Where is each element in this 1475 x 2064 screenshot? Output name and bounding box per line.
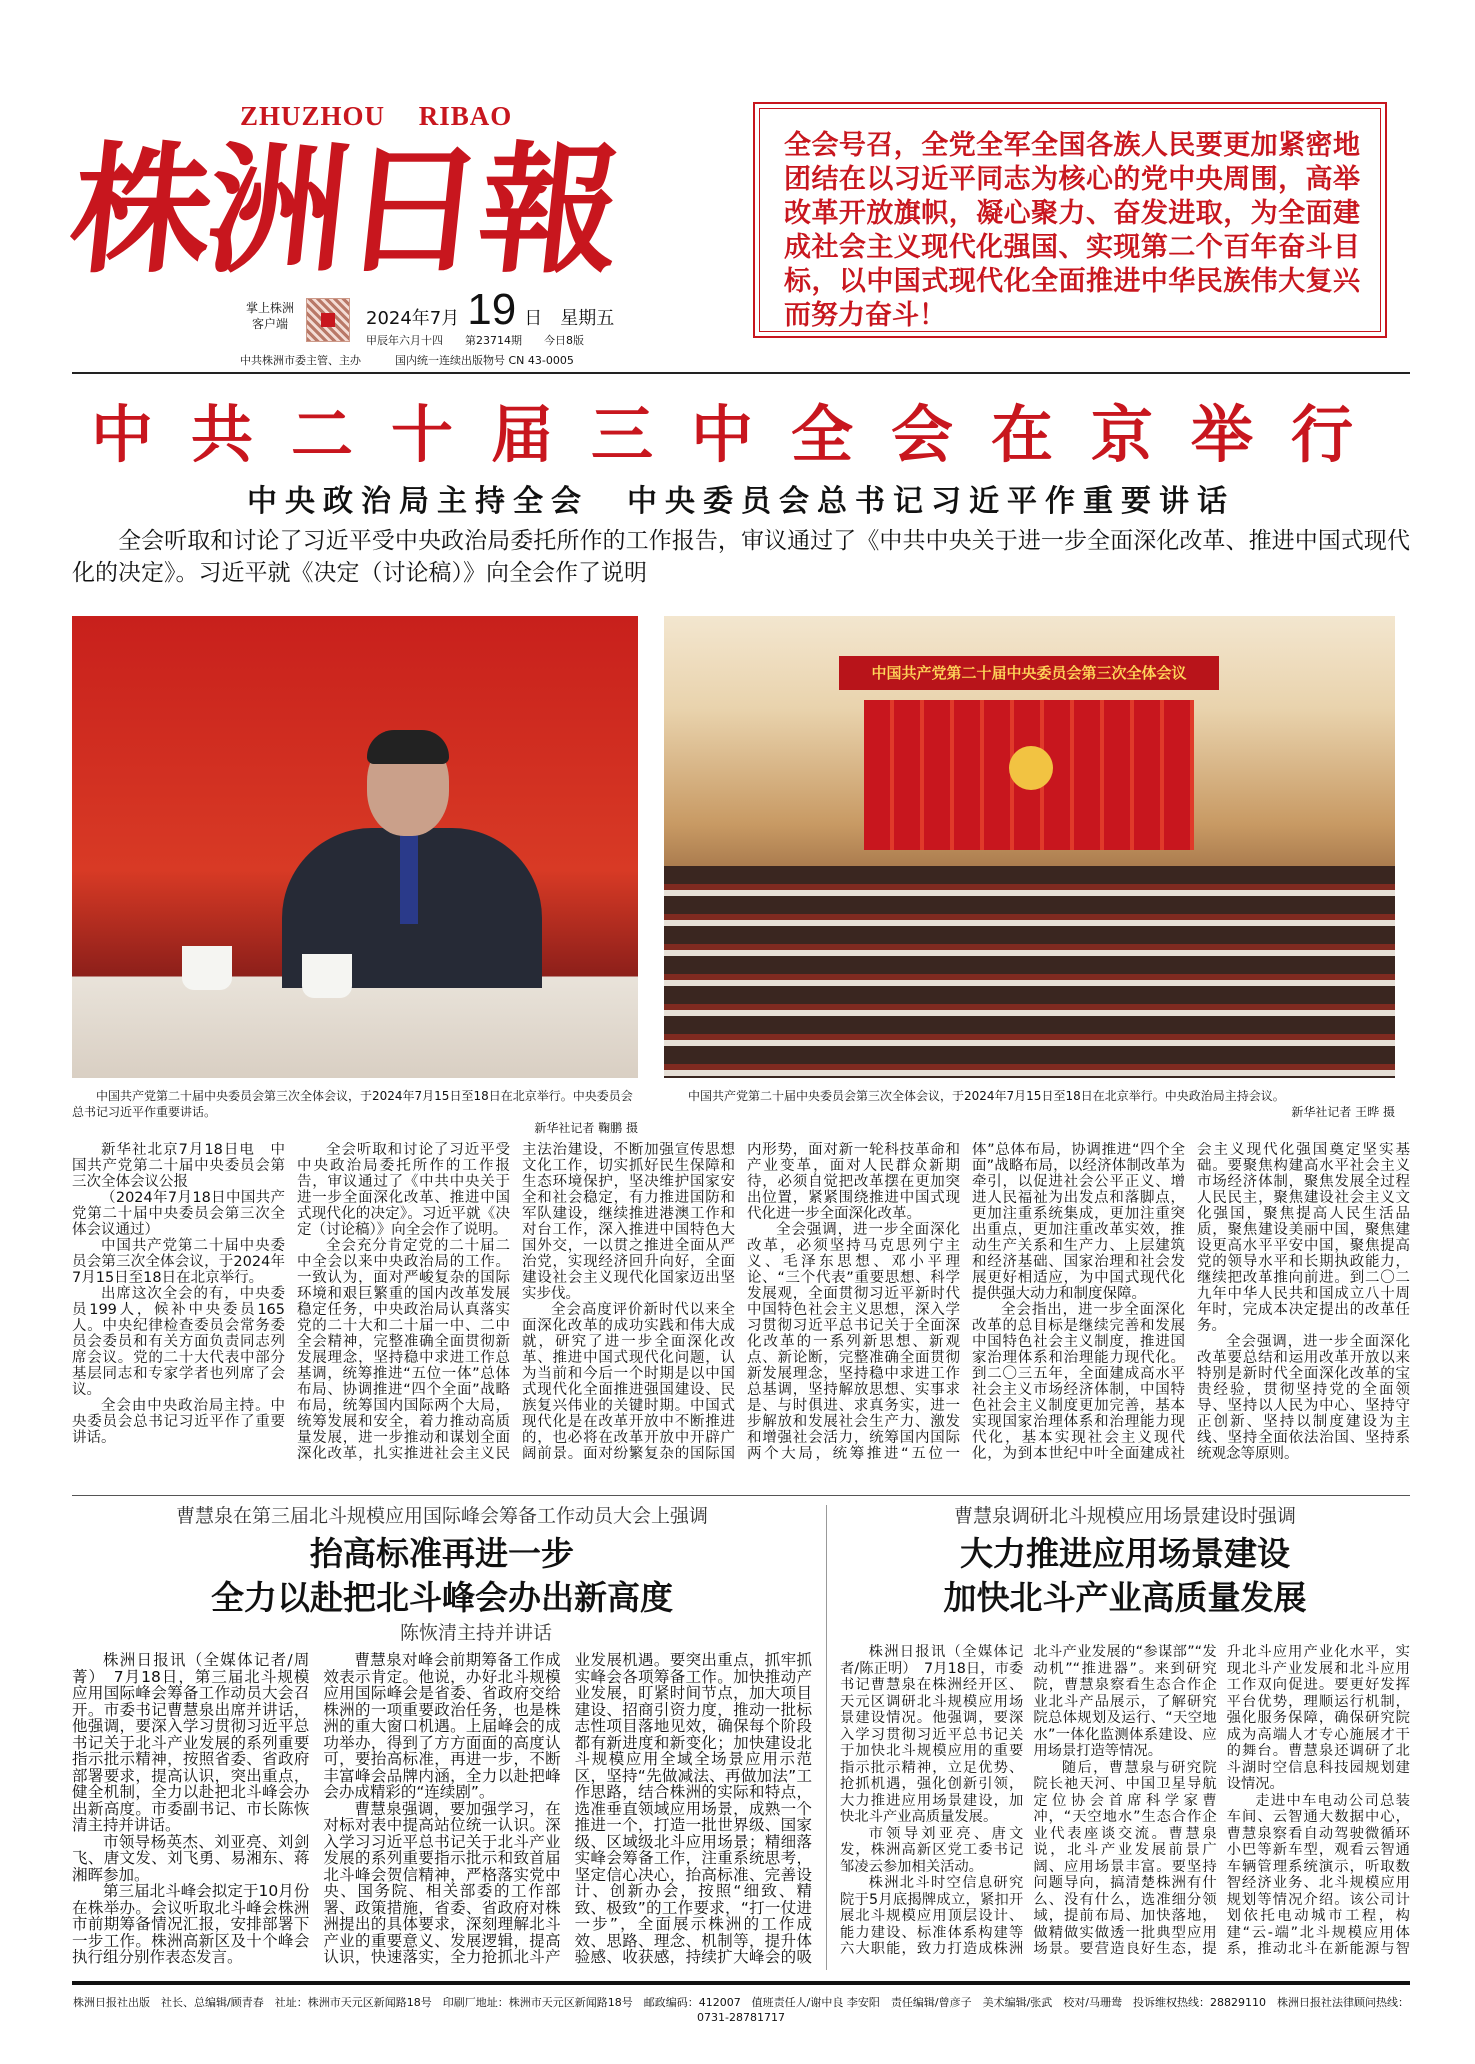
photo-right-caption — [664, 1088, 1395, 1120]
photo-left-caption — [72, 1088, 638, 1136]
publisher-info — [240, 354, 574, 368]
column-divider — [826, 1505, 827, 1970]
qr-code-icon[interactable] — [306, 298, 350, 342]
slogan-text: 全会号召，全党全军全国各族人民要更加紧密地团结在以习近平同志为核心的党中央周围，高举改革开放旗帜，凝心聚力、奋发进取，为全面建成社会主义现代化强国、实现第二个百年奋斗目标，以中国式现代化全面推进中华民族伟大复兴而努力奋斗！ — [759, 108, 1381, 332]
page-count: 今日8版 — [544, 334, 584, 347]
photo-credit: 新华社记者 鞠鹏 摄 — [534, 1121, 638, 1135]
paragraph: 全会由中央政治局主持。中央委员会总书记习近平作了重要讲话。 — [72, 1398, 285, 1446]
footer-rule — [72, 1981, 1410, 1985]
weekday: 星期五 — [560, 308, 615, 329]
audience-rows — [664, 866, 1395, 1078]
right-story-body — [840, 1644, 1410, 1972]
party-emblem-icon — [1009, 746, 1053, 790]
paragraph: 新华社北京7月18日电 中国共产党第二十届中央委员会第三次全体会议公报 — [72, 1142, 285, 1190]
paragraph: 走进中车电动公司总装车间、云智通大数据中心，曹慧泉察看自动驾驶微循环小巴等新车型，观看云智通车辆管理系统演示，听取数智经济业务、北斗规模应用规划等情况介绍。该公司计划依托电动城市工程，构建“云-端”北斗规模应用体系，推动北斗在新能源与智 — [1226, 1792, 1410, 1957]
issue-number: 第23714期 — [465, 334, 522, 347]
paragraph: 曹慧泉对峰会前期筹备工作成效表示肯定。他说，办好北斗规模应用国际峰会是省委、省政府交给株洲的一项重要政治任务，也是株洲的重大窗口机遇。上届峰会的成功举办，得到了方方面面的高度认可，要抬高标准，再进一步，不断丰富峰会品牌内涵，全力以赴把峰会办成精彩的“连续剧”。 — [323, 1652, 561, 1801]
sub-headline: 中央政治局主持全会 中央委员会总书记习近平作重要讲话 — [247, 484, 1235, 519]
paragraph: 全会指出，进一步全面深化改革的总目标是继续完善和发展中国特色社会主义制度，推进国家治理体系和治理能力现代化。到二〇三五年，全面建成高水平社会主义市场经济体制，中国特色社会主义制度更加完善，基本实现国家治理体系和治理能力现代化，基本实现社会主义现代化，为到本世纪中叶全面建成社会主义现代化强国奠定坚实基础。要聚焦构建高水平社会主义市场经济体制，聚焦发展全过程人民民主，聚焦建设社会主义文化强国，聚焦提高人民生活品质，聚焦建设美丽中国，聚焦建设更高水平平安中国，聚焦提高党的领导水平和长期执政能力，继续把改革推向前进。到二〇二九年中华人民共和国成立八十周年时，完成本决定提出的改革任务。 — [972, 1142, 1410, 1462]
day-suffix: 日 — [524, 308, 543, 329]
paragraph: （2024年7月18日中国共产党第二十届中央委员会第三次全体会议通过） — [72, 1190, 285, 1238]
hall-banner: 中国共产党第二十届中央委员会第三次全体会议 — [839, 656, 1219, 690]
cn-number: 国内统一连续出版物号 CN 43-0005 — [395, 354, 574, 367]
app-label: 掌上株洲 客户端 — [245, 301, 294, 331]
caption-text: 中国共产党第二十届中央委员会第三次全体会议，于2024年7月15日至18日在北京举行。中央政治局主持会议。 — [688, 1089, 1285, 1103]
caption-text: 中国共产党第二十届中央委员会第三次全体会议，于2024年7月15日至18日在北京举行。中央委员会总书记习近平作重要讲话。 — [72, 1089, 633, 1119]
newspaper-logo: 株洲日報 — [63, 129, 625, 293]
left-story-title-1[interactable]: 抬高标准再进一步 — [310, 1534, 574, 1573]
photo-speech[interactable] — [72, 616, 638, 1078]
right-story-title-2[interactable]: 加快北斗产业高质量发展 — [943, 1578, 1307, 1617]
paragraph: 株洲北斗时空信息研究院于5月底揭牌成立，紧扣开展北斗规模应用顶层设计、能力建设、标准体系构建等六大职能，致力打造成株洲北斗产业发展的“参谋部”“发动机”“推进器”。来到研究院，曹慧泉察看生态合作企业北斗产品展示，了解研究院总体规划及运行、“天空地水”一体化监测体系建设、应用场景打造等情况。 — [840, 1644, 1217, 1957]
paragraph: 全会高度评价新时代以来全面深化改革的成功实践和伟大成就，研究了进一步全面深化改革、推进中国式现代化问题，认为当前和今后一个时期是以中国式现代化全面推进强国建设、民族复兴伟业的关键时期。中国式现代化是在改革开放中不断推进的，也必将在改革开放中开辟广阔前景。面对纷繁复杂的国际国内形势，面对新一轮科技革命和产业变革，面对人民群众新期待，必须自觉把改革摆在更加突出位置，紧紧围绕推进中国式现代化进一步全面深化改革。 — [522, 1142, 960, 1462]
paragraph: 随后，曹慧泉与研究院院长祂天河、中国卫星导航定位协会首席科学家曹冲，“天空地水”生态合作企业代表座谈交流。曹慧泉说，北斗产业发展前景广阔、应用场景丰富。要坚持问题导向，搞清楚株洲有什么、没有什么，选准细分领域，提前布局、加快落地，做精做实做透一批典型应用场景。要营造良好生态，提升北斗应用产业化水平，实现北斗产业发展和北斗应用工作双向促进。要更好发挥平台优势，理顺运行机制，强化服务保障，确保研究院成为高端人才专心施展才干的舞台。曹慧泉还调研了北斗湖时空信息科技园规划建设情况。 — [1033, 1644, 1410, 1957]
issue-date — [366, 285, 615, 334]
sponsor: 中共株洲市委主管、主办 — [240, 354, 361, 367]
paragraph: 曹慧泉强调，要加强学习，在对标对表中提高站位统一认识。深入学习习近平总书记关于北斗产业发展的系列重要指示批示和致首届北斗峰会贺信精神，严格落实党中央、国务院、相关部委的工作部署、政策措施，省委、省政府对株洲提出的具体要求，深刻理解北斗产业的重要意义、发展逻辑，提高认识，快速落实，全力抢抓北斗产业发展机遇。要突出重点，抓牢抓实峰会各项筹备工作。加快推动产业发展，盯紧时间节点，加大项目建设、招商引资力度，推动一批标志性项目落地见效，确保每个阶段都有新进度和新变化；加快建设北斗规模应用全域全场景应用示范区，坚持“先做减法、再做加法”工作思路，结合株洲的实际和特点，选准垂直领域应用场景，成熟一个推进一个，打造一批世界级、国家级、区域级北斗应用场景；精细落实峰会筹备工作，注重系统思考，坚定信心决心，抬高标准、完善设计、创新办会，按照“细致、精致、极致”的工作要求，“打一仗进一步”，全面展示株洲的工作成效、思路、理念、机制等，提升体验感、收获感，持续扩大峰会的吸 — [323, 1652, 812, 1966]
communique-body — [72, 1142, 1410, 1462]
speaker-figure — [282, 736, 542, 976]
slogan-box — [753, 102, 1387, 338]
paragraph: 全会听取和讨论了习近平受中央政治局委托所作的工作报告，审议通过了《中共中央关于进一步全面深化改革、推进中国式现代化的决定》。习近平就《决定（讨论稿）》向全会作了说明。 — [297, 1142, 510, 1238]
left-story-kicker: 曹慧泉在第三届北斗规模应用国际峰会筹备工作动员大会上强调 — [175, 1505, 708, 1527]
divider — [72, 1495, 1410, 1496]
paragraph: 全会充分肯定党的二十届二中全会以来中央政治局的工作。一致认为，面对严峻复杂的国际环境和艰巨繁重的国内改革发展稳定任务，中央政治局认真落实党的二十大和二十届一中、二中全会精神，完整准确全面贯彻新发展理念，坚持稳中求进工作总基调，统筹推进“五位一体”总体布局、协调推进“四个全面”战略布局，统筹国内国际两个大局，统筹发展和安全，着力推动高质量发展，进一步推动和谋划全面深化改革，扎实推进社会主义民主法治建设，不断加强宣传思想文化工作，切实抓好民生保障和生态环境保护，坚决维护国家安全和社会稳定，有力推进国防和军队建设，继续推进港澳工作和对台工作，深入推进中国特色大国外交，一以贯之推进全面从严治党，实现经济回升向好，全面建设社会主义现代化国家迈出坚实步伐。 — [297, 1142, 735, 1462]
masthead-english-title: ZHUZHOU RIBAO — [240, 101, 513, 131]
paragraph: 全会强调，进一步全面深化改革要总结和运用改革开放以来特别是新时代全面深化改革的宝贵经验，贯彻坚持党的全面领导、坚持以人民为中心、坚持守正创新、坚持以制度建设为主线、坚持全面依法治国、坚持系统观念等原则。 — [1197, 1334, 1410, 1462]
right-story-kicker: 曹慧泉调研北斗规模应用场景建设时强调 — [953, 1505, 1296, 1527]
paragraph: 出席这次全会的有，中央委员199人，候补中央委员165人。中央纪律检查委员会常务委员会委员和有关方面负责同志列席会议。党的二十大代表中部分基层同志和专家学者也列席了会议。 — [72, 1286, 285, 1398]
lunar-date: 甲辰年六月十四 — [366, 334, 443, 347]
day-number: 19 — [467, 285, 517, 334]
footer-imprint: 株洲日报社出版 社长、总编辑/顾青春 社址：株洲市天元区新闻路18号 印刷厂地址：株洲市天元区新闻路18号 邮政编码：412007 值班责任人/谢中良 李安阳 责任编辑/曾彦子 美术编辑/张武 校对/马珊鸯 投诉维权热线：28829110 株洲日报社法律顾问热线：0731-28781717 — [73, 1996, 1409, 2024]
divider — [72, 372, 1410, 374]
paragraph: 株洲日报讯（全媒体记者/陈正明） 7月18日，市委书记曹慧泉在株洲经开区、天元区调研北斗规模应用场景建设情况。他强调，要深入学习贯彻习近平总书记关于加快北斗规模应用的重要指示批示精神，立足优势、抢抓机遇，强化创新引领，大力推进应用场景建设，加快北斗产业高质量发展。 — [840, 1644, 1024, 1825]
tea-cups — [182, 946, 232, 990]
paragraph: 市领导刘亚亮、唐文发，株洲高新区党工委书记邹凌云参加相关活动。 — [840, 1825, 1024, 1875]
paragraph: 市领导杨英杰、刘亚亮、刘剑飞、唐文发、刘飞勇、易湘东、蒋湘晖参加。 — [72, 1832, 310, 1884]
paragraph: 中国共产党第二十届中央委员会第三次全体会议，于2024年7月15日至18日在北京举行。 — [72, 1238, 285, 1286]
lead-intro: 全会听取和讨论了习近平受中央政治局委托所作的工作报告，审议通过了《中共中央关于进一步全面深化改革、推进中国式现代化的决定》。习近平就《决定（讨论稿）》向全会作了说明 — [72, 528, 1410, 586]
left-story-title-2[interactable]: 全力以赴把北斗峰会办出新高度 — [211, 1578, 673, 1617]
photo-plenary-hall[interactable] — [664, 616, 1395, 1078]
issue-meta — [366, 334, 584, 348]
paragraph: 全会强调，进一步全面深化改革，必须坚持马克思列宁主义、毛泽东思想、邓小平理论、“三个代表”重要思想、科学发展观，全面贯彻习近平新时代中国特色社会主义思想，深入学习贯彻习近平总书记关于全面深化改革的一系列新思想、新观点、新论断，完整准确全面贯彻新发展理念，坚持稳中求进工作总基调，坚持解放思想、实事求是、与时俱进、求真务实，进一步解放和发展社会生产力、激发和增强社会活力，统筹国内国际两个大局，统筹推进“五位一体”总体布局，协调推进“四个全面”战略布局，以经济体制改革为牵引，以促进社会公平正义、增进人民福祉为出发点和落脚点，更加注重系统集成，更加注重突出重点，更加注重改革实效，推动生产关系和生产力、上层建筑和经济基础、国家治理和社会发展更好相适应，为中国式现代化提供强大动力和制度保障。 — [747, 1142, 1185, 1462]
main-headline: 中共二十届三中全会在京举行 — [90, 398, 1391, 471]
paragraph: 株洲日报讯（全媒体记者/周菁） 7月18日，第三届北斗规模应用国际峰会筹备工作动员大会召开。市委书记曹慧泉出席并讲话，他强调，要深入学习贯彻习近平总书记关于北斗产业发展的系列重要指示批示精神，按照省委、省政府部署要求，提高认识，突出重点，健全机制，全力以赴把北斗峰会办出新高度。市委副书记、市长陈恢清主持并讲话。 — [72, 1652, 310, 1834]
photo-credit: 新华社记者 王晔 摄 — [1291, 1105, 1395, 1119]
right-story-title-1[interactable]: 大力推进应用场景建设 — [960, 1534, 1290, 1573]
year-month: 2024年7月 — [366, 308, 460, 329]
paragraph: 第三届北斗峰会拟定于10月份在株举办。会议听取北斗峰会株洲市前期筹备情况汇报，安排部署下一步工作。株洲高新区及十个峰会执行组分别作表态发言。 — [72, 1882, 310, 1966]
left-story-body — [72, 1652, 812, 1972]
left-story-byline: 陈恢清主持并讲话 — [400, 1622, 553, 1644]
